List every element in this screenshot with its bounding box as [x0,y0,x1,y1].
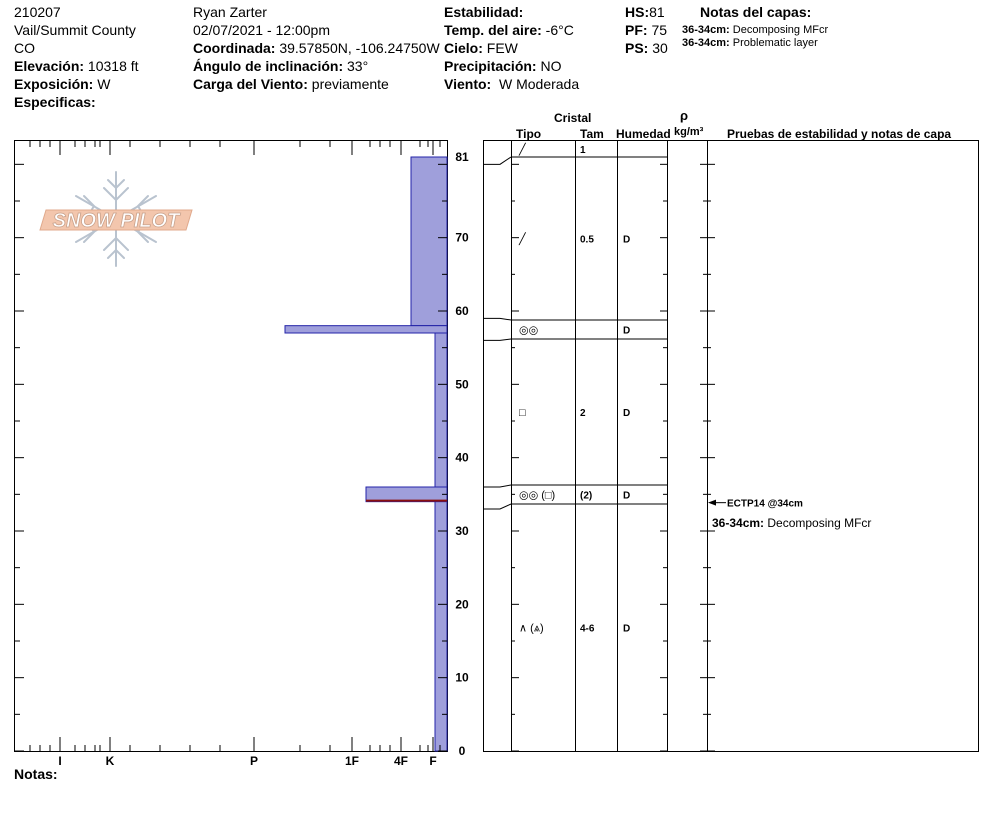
y-tick-label: 40 [455,450,469,465]
hs-label: HS: [625,4,650,20]
layer-grain-type: □ [519,407,526,419]
layer-grain-size: 0.5 [580,234,594,246]
precipitation-label: Precipitación: [444,58,537,74]
layer-note-text: Decomposing MFcr [732,24,829,36]
depth-connector [484,157,511,164]
hardness-y-ticks [15,150,469,758]
y-tick-label: 10 [455,670,469,685]
layer-grain-size: 2 [580,408,586,419]
specifics-label: Especificas: [14,94,96,110]
ps-label: PS: [625,40,649,56]
depth-connector [484,485,511,487]
layer-moisture: D [623,623,631,635]
stability-test-marker [708,499,803,510]
layer-grain-size: (2) [580,490,593,502]
y-tick-label: 70 [455,230,469,245]
depth-connector [484,318,511,320]
aspect-label: Exposición: [14,76,94,92]
x-tick-label: 4F [393,754,409,768]
air-temp-label: Temp. del aire: [444,22,542,38]
aspect-value: W [97,76,111,92]
y-tick-label: 20 [455,597,469,612]
ectp-label: ECTP14 @34cm [727,498,803,510]
elevation-label: Elevación: [14,58,85,74]
layer-moisture: D [623,325,631,337]
layer-grain-type: ╱ [519,233,526,246]
ectp-arrow-icon [708,500,716,506]
header-humedad: Humedad [616,127,671,141]
datetime: 02/07/2021 - 12:00pm [193,22,330,38]
observation-id: 210207 [14,4,61,20]
layer-grain-size: 4-6 [580,623,595,635]
hardness-bar [411,157,447,326]
notes-label: Notas: [14,766,58,782]
sky-label: Cielo: [444,40,483,56]
y-tick-label: 0 [458,744,466,758]
layer-moisture: D [623,234,631,246]
layer-grain-type: ◎◎ (□) [519,489,556,502]
layer-grain-type: ∧ (⩓) [519,622,544,635]
slope-angle-label: Ángulo de inclinación: [193,58,344,74]
location: Vail/Summit County [14,22,136,38]
test-note-range: 36-34cm: [712,516,765,530]
pf-value: 75 [651,22,668,38]
layer-moisture: D [623,408,631,419]
layer-grain-size: 1 [580,145,586,156]
layer-note-text: Problematic layer [732,37,818,49]
layer-table-frame [484,141,979,752]
y-tick-label: 50 [455,377,469,392]
header-cristal: Cristal [554,111,592,125]
precipitation-value: NO [540,58,562,74]
depth-connector [484,504,511,509]
layer-table-ticks [511,164,715,751]
layer-grain-type: ◎◎ [519,324,539,337]
layer-grain-type: ╱ [519,144,526,156]
x-tick-label: 1F [344,754,360,768]
logo-text: SNOW PILOT [52,210,180,232]
hardness-bar [435,333,447,487]
hardness-bar [285,326,447,333]
y-tick-label: 60 [455,304,469,318]
elevation-value: 10318 ft [87,58,139,74]
header-density-unit: kg/m³ [674,126,704,138]
sky-value: FEW [486,40,518,56]
header-rho: ρ [680,108,689,123]
coordinates-value: 39.57850N, -106.24750W [279,40,440,56]
observer: Ryan Zarter [193,4,267,20]
header-tests: Pruebas de estabilidad y notas de capa [727,127,952,141]
test-note-text: Decomposing MFcr [767,516,872,530]
snowpilot-logo [40,172,192,266]
depth-connector [484,339,511,340]
wind-value: W Moderada [498,76,580,92]
x-tick-label: P [249,754,259,768]
pf-label: PF: [625,22,648,38]
hardness-layers [285,157,447,751]
air-temp-value: -6°C [545,22,574,38]
wind-load-value: previamente [311,76,389,92]
x-tick-label: F [429,754,437,768]
layer-moisture: D [623,490,631,502]
state: CO [14,40,35,56]
wind-label: Viento: [444,76,492,92]
coordinates-label: Coordinada: [193,40,276,56]
hs-value: 81 [649,4,665,20]
wind-load-label: Carga del Viento: [193,76,308,92]
hardness-plot-frame [15,141,448,752]
stability-label: Estabilidad: [444,4,524,20]
ps-value: 30 [652,40,668,56]
layer-note-range: 36-34cm: [682,24,730,36]
x-tick-label: K [105,754,115,768]
y-tick-label: 81 [455,150,469,164]
y-tick-label: 30 [455,524,469,538]
layer-note-range: 36-34cm: [682,37,730,49]
header-tipo: Tipo [516,127,542,141]
header-tam: Tam [580,127,604,141]
hardness-bar [366,487,447,502]
hardness-bar [435,502,447,751]
layer-table-columns [512,141,708,751]
slope-angle-value: 33° [347,58,369,74]
x-tick-label: I [58,754,62,768]
layer-notes-title: Notas del capas: [700,4,812,20]
